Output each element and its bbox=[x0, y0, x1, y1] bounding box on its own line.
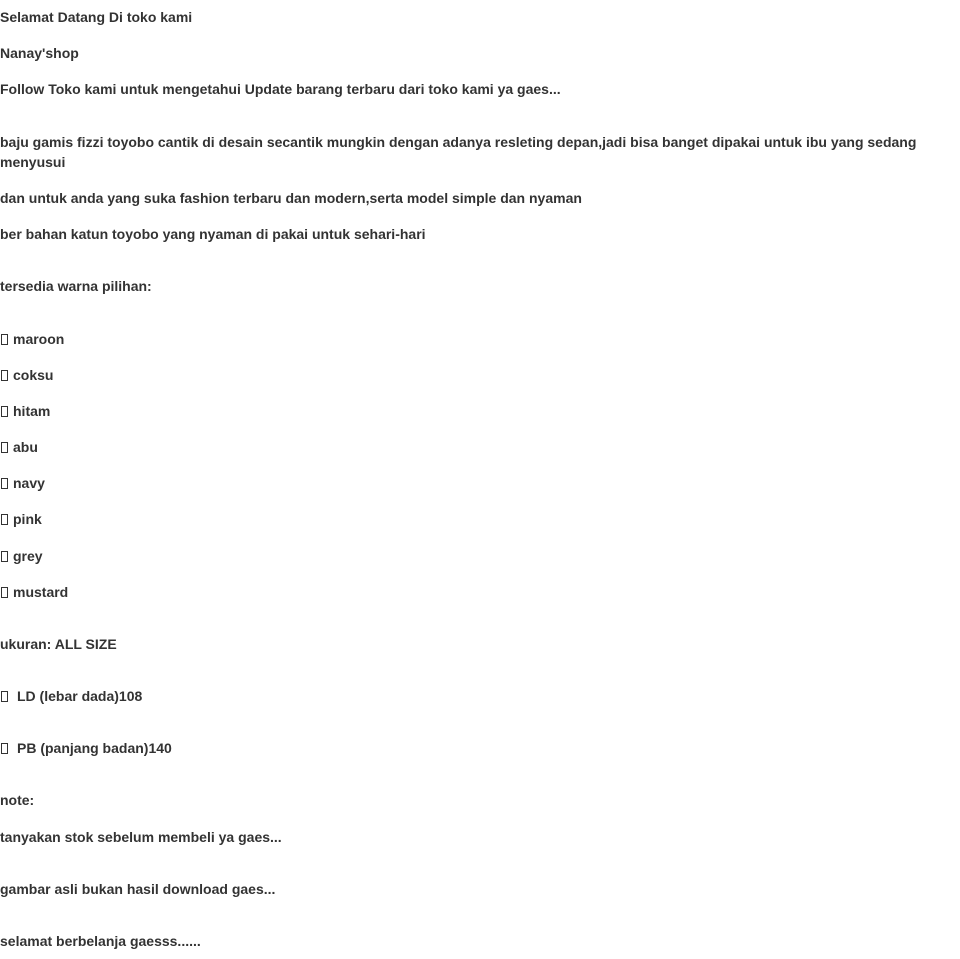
color-label: abu bbox=[13, 439, 38, 455]
measurement-item bbox=[0, 738, 172, 758]
bullet-icon bbox=[1, 406, 8, 417]
material-text: ber bahan katun toyobo yang nyaman di pakai untuk sehari-hari bbox=[0, 226, 426, 242]
color-item bbox=[0, 329, 64, 349]
colors-heading: tersedia warna pilihan: bbox=[0, 278, 152, 294]
bullet-icon bbox=[1, 514, 8, 525]
shop-name: Nanay'shop bbox=[0, 45, 79, 61]
color-label: maroon bbox=[13, 331, 65, 347]
bullet-icon bbox=[1, 587, 8, 598]
note-heading: note: bbox=[0, 792, 35, 808]
color-label: pink bbox=[13, 511, 42, 527]
bullet-icon bbox=[1, 370, 8, 381]
measurement-label: LD (lebar dada)108 bbox=[17, 688, 143, 704]
bullet-icon bbox=[1, 334, 8, 345]
size-heading: ukuran: ALL SIZE bbox=[0, 636, 117, 652]
bullet-icon bbox=[1, 442, 8, 453]
color-label: navy bbox=[13, 475, 45, 491]
color-item bbox=[0, 582, 68, 602]
color-item bbox=[0, 473, 45, 493]
color-item bbox=[0, 509, 42, 529]
color-label: coksu bbox=[13, 367, 54, 383]
note-stock: tanyakan stok sebelum membeli ya gaes... bbox=[0, 829, 282, 845]
fashion-text: dan untuk anda yang suka fashion terbaru dan modern,serta model simple dan nyaman bbox=[0, 190, 582, 206]
color-label: grey bbox=[13, 548, 43, 564]
bullet-icon bbox=[1, 691, 8, 702]
note-photo: gambar asli bukan hasil download gaes... bbox=[0, 881, 276, 897]
color-item bbox=[0, 546, 43, 566]
color-item bbox=[0, 365, 53, 385]
measurement-item bbox=[0, 686, 142, 706]
bullet-icon bbox=[1, 478, 8, 489]
bullet-icon bbox=[1, 551, 8, 562]
closing-text: selamat berbelanja gaesss...... bbox=[0, 933, 201, 949]
color-item bbox=[0, 437, 38, 457]
follow-note: Follow Toko kami untuk mengetahui Update barang terbaru dari toko kami ya gaes... bbox=[0, 81, 561, 97]
greeting-text: Selamat Datang Di toko kami bbox=[0, 9, 193, 25]
intro-text: baju gamis fizzi toyobo cantik di desain secantik mungkin dengan adanya resleting depan,jadi bisa banget dipakai untuk ibu yang sedang menyusui bbox=[0, 134, 917, 170]
color-item bbox=[0, 401, 50, 421]
measurement-label: PB (panjang badan)140 bbox=[17, 740, 172, 756]
color-label: hitam bbox=[13, 403, 51, 419]
bullet-icon bbox=[1, 743, 8, 754]
color-label: mustard bbox=[13, 584, 69, 600]
